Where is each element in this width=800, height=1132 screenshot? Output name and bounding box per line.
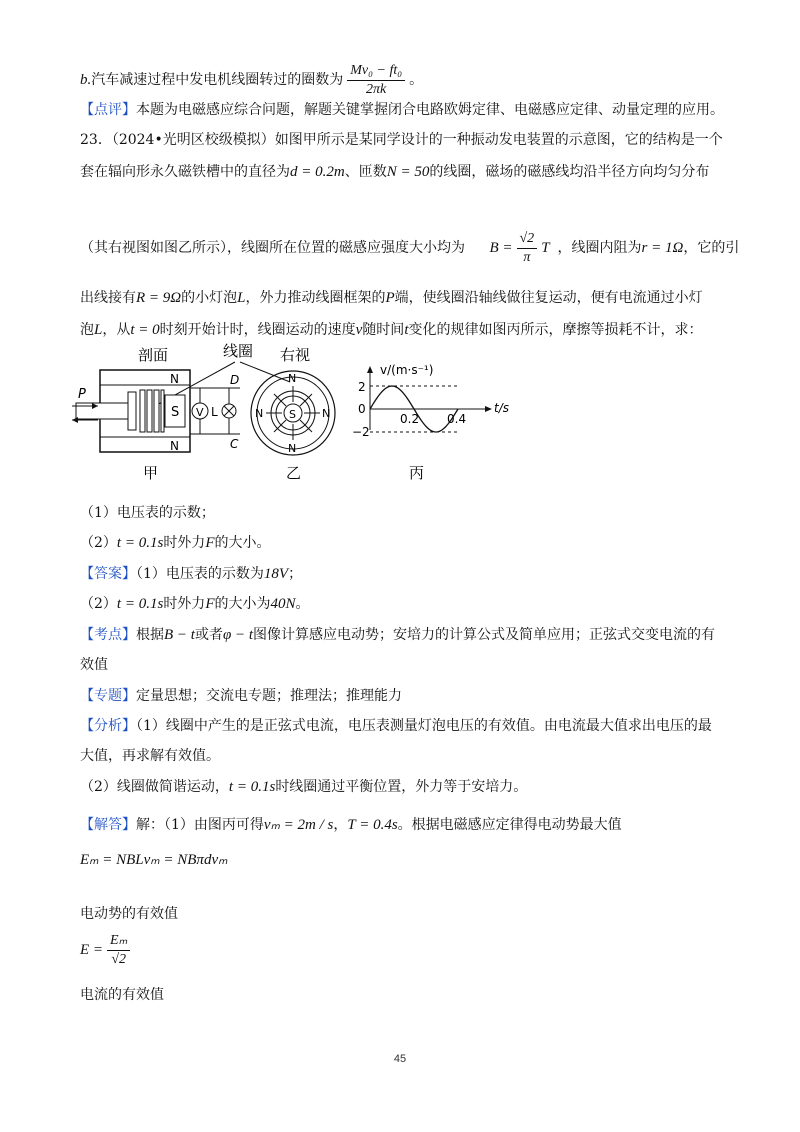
turns-value: N = 50	[386, 164, 430, 180]
text: 套在辐向形永久磁铁槽中的直径为	[80, 164, 290, 180]
emf-effective-label: 电动势的有效值	[80, 906, 178, 922]
vm-value: vₘ = 2m / s	[263, 817, 334, 833]
fenxi-line-3	[80, 777, 527, 797]
coil-windings	[140, 390, 164, 432]
text: 。	[295, 596, 310, 612]
fenxi-line-1	[80, 716, 712, 736]
zhuanti-tag: 【专题】	[80, 688, 136, 704]
point-p: P	[385, 290, 395, 306]
north-pole-label: N	[288, 442, 297, 455]
jieda-tag: 【解答】	[80, 817, 136, 833]
b-field-unit: T	[541, 240, 550, 256]
y-axis-arrowhead	[367, 366, 373, 373]
force-symbol: F	[205, 596, 215, 612]
north-pole-label: N	[288, 372, 297, 385]
caption-yi: 乙	[286, 464, 302, 482]
voltage-answer: 18V	[263, 566, 289, 582]
lamp-symbol: L	[237, 290, 246, 306]
lamp-label: L	[211, 405, 218, 419]
time-value: t = 0.1s	[116, 535, 164, 551]
caption-jia: 甲	[143, 464, 159, 482]
text: ，它的引	[683, 240, 740, 256]
text: ；	[288, 566, 303, 582]
text: 的线圈，磁场的磁感线均沿半径方向均匀分布	[429, 164, 710, 180]
text: 随时间	[362, 322, 405, 338]
part-2	[80, 533, 270, 553]
p-label: P	[78, 387, 86, 402]
item-text: 汽车减速过程中发电机线圈转过的圈数为	[91, 72, 344, 88]
current-effective-label: 电流的有效值	[80, 987, 164, 1003]
text: ，从	[102, 322, 131, 338]
x-tick-label: 0.2	[400, 412, 420, 426]
text: 端，使线圈沿轴线做往复运动，便有电流通过小灯	[394, 290, 703, 306]
text: 时外力	[163, 596, 206, 612]
y-tick-label: −2	[352, 425, 370, 439]
time-value: t = 0.1s	[116, 596, 164, 612]
text: （1）电压表的示数为	[136, 566, 264, 582]
time-value: t = 0.1s	[228, 779, 276, 795]
kaodian-tag: 【考点】	[80, 627, 136, 643]
south-pole-label: S	[171, 405, 180, 420]
velocity-symbol: v	[355, 322, 363, 338]
fraction-numerator: Mv₀ − ft₀	[347, 63, 405, 81]
terminal-d-label: D	[230, 373, 240, 387]
kaodian-line-2: 效值	[80, 657, 108, 673]
text: 泡	[80, 322, 94, 338]
text: 图像计算感应电动势；安培力的计算公式及简单应用；正弦式交变电流的有	[253, 627, 716, 643]
text: 的大小为	[214, 596, 271, 612]
b-t-symbol: B − t	[164, 627, 195, 643]
part-1: （1）电压表的示数；	[80, 505, 215, 521]
y-tick-label: 2	[358, 380, 366, 394]
text: ，外力推动线圈框架的	[245, 290, 386, 306]
answer-line-1	[80, 564, 302, 584]
text: 时刻开始计时，线圈运动的速度	[159, 322, 356, 338]
figure-panel	[0, 340, 800, 485]
south-pole-label: S	[289, 408, 296, 421]
emf-effective-equation	[80, 928, 134, 972]
frame-plate	[128, 392, 136, 430]
fraction-numerator: √2	[517, 231, 538, 249]
fraction-denominator: π	[523, 249, 531, 265]
pull-arrowhead	[72, 417, 78, 423]
text: 的大小。	[214, 535, 271, 551]
fenxi-line-2: 大值，再求解有效值。	[80, 748, 220, 764]
text: ，线圈内阻为	[557, 240, 642, 256]
y-tick-label: 0	[358, 402, 366, 416]
north-pole-label: N	[255, 407, 264, 420]
coil-label: 线圈	[223, 342, 254, 360]
phi-t-symbol: φ − t	[222, 627, 254, 643]
review-tag: 【点评】	[80, 102, 136, 118]
terminal-c-label: C	[230, 437, 239, 451]
prev-answer-b	[80, 60, 423, 100]
answer-tag: 【答案】	[80, 566, 136, 582]
text: 出线接有	[80, 290, 136, 306]
text: 解：（1）由图丙可得	[136, 817, 264, 833]
lamp-symbol: L	[94, 322, 103, 338]
emf-fraction	[107, 933, 130, 968]
review-text: 本题为电磁感应综合问题，解题关键掌握闭合电路欧姆定律、电磁感应定律、动量定理的应用。	[136, 102, 724, 118]
diameter-value: d = 0.2m	[290, 164, 345, 180]
kaodian-line-1	[80, 625, 715, 645]
text: 的小灯泡	[181, 290, 238, 306]
fraction-numerator: Eₘ	[107, 933, 130, 951]
x-axis-label: t/s	[494, 401, 509, 415]
text: （2）线圈做简谐运动，	[80, 779, 229, 795]
text: 。根据电磁感应定律得电动势最大值	[397, 817, 622, 833]
coil-turn	[154, 390, 159, 432]
page-number: 45	[393, 1053, 407, 1065]
equation: Eₘ = NBLvₘ = NBπdvₘ	[80, 852, 228, 868]
question-line-4	[80, 288, 703, 308]
text: 根据	[136, 627, 164, 643]
velocity-time-chart	[352, 363, 509, 439]
text: （1）线圈中产生的是正弦式电流，电压表测量灯泡电压的有效值。由电流最大值求出电压的最	[136, 718, 712, 734]
period-value: T = 0.4s	[347, 817, 398, 833]
force-symbol: F	[205, 535, 215, 551]
north-pole-label: N	[170, 372, 179, 386]
text: （2）	[80, 535, 117, 551]
jieda-line-1	[80, 815, 622, 835]
time-zero: t = 0	[130, 322, 160, 338]
question-line-5	[80, 320, 702, 340]
item-label: b.	[80, 72, 92, 88]
answer-line-2	[80, 594, 310, 614]
review-line	[80, 100, 724, 120]
question-line-3	[80, 225, 739, 271]
section-label: 剖面	[138, 346, 169, 364]
caption-bing: 丙	[409, 464, 425, 482]
time-symbol: t	[404, 322, 409, 338]
frame-rod	[76, 403, 136, 419]
question-line-1: 23．（2024•光明区校级模拟）如图甲所示是某同学设计的一种振动发电装置的示意图，它的结构是一个	[80, 132, 723, 148]
fenxi-tag: 【分析】	[80, 718, 136, 734]
zhuanti-text: 定量思想；交流电专题；推理法；推理能力	[136, 688, 402, 704]
b-field-fraction	[517, 231, 538, 266]
y-axis-label: v/(m·s⁻¹)	[380, 363, 434, 377]
lamp-resistance: R = 9Ω	[136, 290, 182, 306]
coil-turn	[140, 390, 145, 432]
right-view-label: 右视	[280, 346, 311, 364]
text: （其右视图如图乙所示），线圈所在位置的磁感应强度大小均为	[80, 240, 465, 256]
text: （2）	[80, 596, 117, 612]
text: 时线圈通过平衡位置，外力等于安培力。	[275, 779, 528, 795]
x-axis-arrowhead	[485, 406, 492, 412]
text: 、匝数	[344, 164, 387, 180]
north-pole-label: N	[322, 407, 331, 420]
north-pole-label: N	[170, 439, 179, 453]
right-view-diagram	[251, 371, 335, 455]
coil-turn	[161, 390, 164, 432]
emf-max-equation	[80, 850, 227, 870]
question-line-2	[80, 162, 709, 182]
text: ，	[333, 817, 348, 833]
fraction-denominator: 2πk	[366, 81, 387, 97]
b-field-lhs: B =	[489, 240, 513, 256]
text: 时外力	[163, 535, 206, 551]
voltmeter-label: V	[196, 406, 204, 419]
force-answer: 40N	[270, 596, 296, 612]
equation-lhs: E =	[80, 942, 104, 958]
zhuanti-line	[80, 686, 402, 706]
cross-section-diagram	[72, 370, 240, 453]
turns-fraction	[347, 63, 405, 98]
text: 变化的规律如图丙所示，摩擦等损耗不计，求：	[408, 322, 703, 338]
item-end: 。	[409, 72, 424, 88]
text: 或者	[194, 627, 223, 643]
x-tick-label: 0.4	[447, 412, 467, 426]
fraction-denominator: √2	[111, 951, 127, 967]
internal-resistance: r = 1Ω	[641, 240, 684, 256]
coil-turn	[147, 390, 152, 432]
